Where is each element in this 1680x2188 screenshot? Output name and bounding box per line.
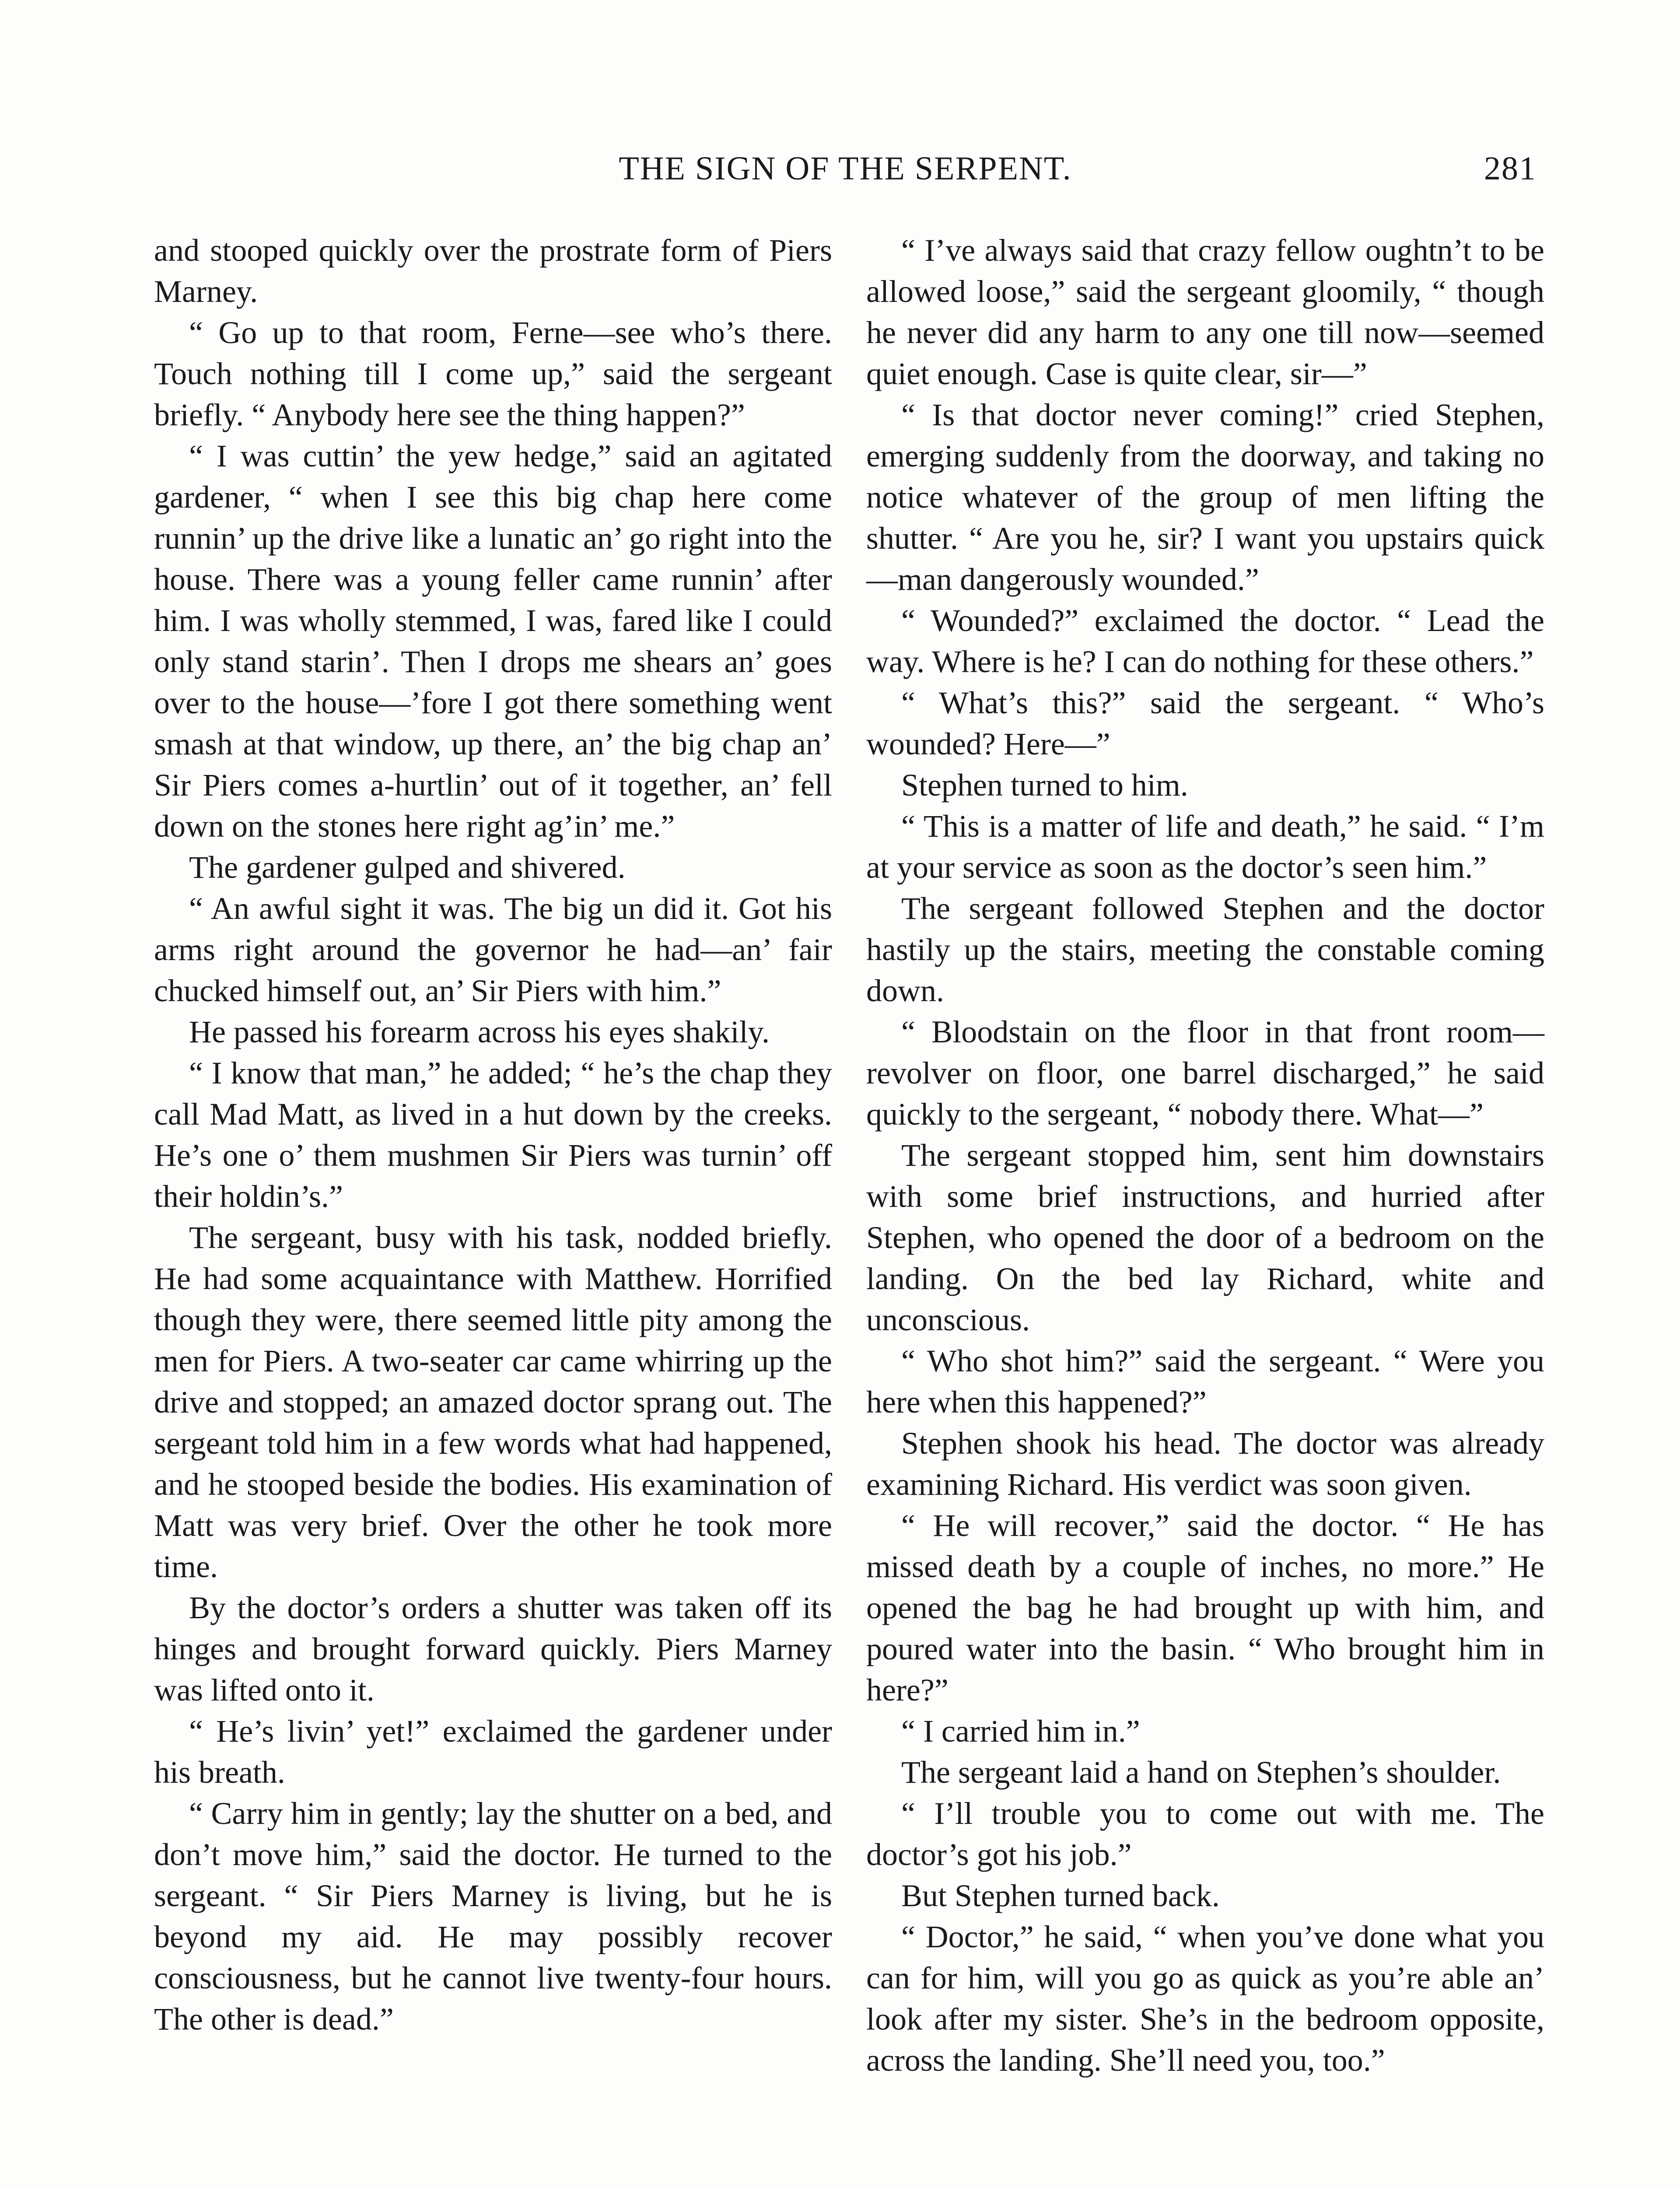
paragraph: “ Who shot him?” said the sergeant. “ Were you here when this happened?” xyxy=(866,1343,1544,1420)
paragraph: and stooped quickly over the prostrate form of Piers Marney. xyxy=(154,233,832,309)
right-column xyxy=(866,230,1544,2081)
paragraph: Stephen shook his head. The doctor was already examining Richard. His verdict was soon given. xyxy=(866,1426,1544,1502)
paragraph: He passed his forearm across his eyes shakily. xyxy=(189,1014,770,1049)
paragraph: “ An awful sight it was. The big un did it. Got his arms right around the governor he had—an’ fair chucked himself out, an’ Sir Piers with him.” xyxy=(154,891,832,1008)
paragraph: The sergeant stopped him, sent him downstairs with some brief instructions, and hurried after Stephen, who opened the door of a bedroom on the landing. On the bed lay Richard, white and unconscious. xyxy=(866,1138,1544,1337)
paragraph: “ This is a matter of life and death,” he said. “ I’m at your service as soon as the doctor’s seen him.” xyxy=(866,809,1544,885)
paragraph: “ Is that doctor never coming!” cried Stephen, emerging suddenly from the doorway, and taking no notice whatever of the group of men lifting the shutter. “ Are you he, sir? I want you upstairs quick—man dangerously wounded.” xyxy=(866,397,1544,597)
paragraph: “ I carried him in.” xyxy=(901,1714,1140,1749)
paragraph: “ I’ve always said that crazy fellow oughtn’t to be allowed loose,” said the sergeant gloomily, “ though he never did any harm to any one till now—seemed quiet enough. Case is quite clear, sir—” xyxy=(866,233,1544,391)
paragraph: “ He will recover,” said the doctor. “ He has missed death by a couple of inches, no more.” He opened the bag he had brought up with him, and poured water into the basin. “ Who brought him in here?” xyxy=(866,1508,1544,1708)
paragraph: “ I was cuttin’ the yew hedge,” said an agitated gardener, “ when I see this big chap here come runnin’ up the drive like a lunatic an’ go right into the house. There was a young feller came runnin’ after him. I was wholly stemmed, I was, fared like I could only stand starin’. Then I drops me shears an’ goes over to the house—’fore I got there something went smash at that window, up there, an’ the big chap an’ Sir Piers comes a-hurtlin’ out of it together, an’ fell down on the stones here right ag’in’ me.” xyxy=(154,438,832,844)
running-head xyxy=(154,144,1536,193)
paragraph: Stephen turned to him. xyxy=(901,768,1188,803)
paragraph: The gardener gulped and shivered. xyxy=(189,850,626,885)
page-number: 281 xyxy=(1484,150,1536,187)
paragraph: “ He’s livin’ yet!” exclaimed the gardener under his breath. xyxy=(154,1714,832,1790)
paragraph: “ Wounded?” exclaimed the doctor. “ Lead the way. Where is he? I can do nothing for these others.” xyxy=(866,603,1544,679)
paragraph: “ Bloodstain on the floor in that front room—revolver on floor, one barrel discharged,” he said quickly to the sergeant, “ nobody there. What—” xyxy=(866,1014,1544,1132)
paragraph: “ Carry him in gently; lay the shutter on a bed, and don’t move him,” said the doctor. He turned to the sergeant. “ Sir Piers Marney is living, but he is beyond my aid. He may possibly recover consciousness, but he cannot live twenty-four hours. The other is dead.” xyxy=(154,1796,832,2037)
paragraph: “ I’ll trouble you to come out with me. The doctor’s got his job.” xyxy=(866,1796,1544,1872)
paragraph: But Stephen turned back. xyxy=(901,1878,1220,1913)
paragraph: By the doctor’s orders a shutter was taken off its hinges and brought forward quickly. Piers Marney was lifted onto it. xyxy=(154,1590,832,1708)
running-title: THE SIGN OF THE SERPENT. xyxy=(619,150,1072,187)
paragraph: The sergeant followed Stephen and the doctor hastily up the stairs, meeting the constable coming down. xyxy=(866,891,1544,1008)
left-column xyxy=(154,230,832,2040)
paragraph: “ Doctor,” he said, “ when you’ve done what you can for him, will you go as quick as you’re able an’ look after my sister. She’s in the bedroom opposite, across the landing. She’ll need you, too.” xyxy=(866,1919,1544,2078)
paragraph: The sergeant, busy with his task, nodded briefly. He had some acquaintance with Matthew. Horrified though they were, there seemed little pity among the men for Piers. A two-seater car came whirring up the drive and stopped; an amazed doctor sprang out. The sergeant told him in a few words what had happened, and he stooped beside the bodies. His examination of Matt was very brief. Over the other he took more time. xyxy=(154,1220,832,1584)
paragraph: “ Go up to that room, Ferne—see who’s there. Touch nothing till I come up,” said the sergeant briefly. “ Anybody here see the thing happen?” xyxy=(154,315,832,432)
paragraph: The sergeant laid a hand on Stephen’s shoulder. xyxy=(901,1755,1501,1790)
paragraph: “ I know that man,” he added; “ he’s the chap they call Mad Matt, as lived in a hut down by the creeks. He’s one o’ them mushmen Sir Piers was turnin’ off their holdin’s.” xyxy=(154,1055,832,1214)
paragraph: “ What’s this?” said the sergeant. “ Who’s wounded? Here—” xyxy=(866,685,1544,761)
